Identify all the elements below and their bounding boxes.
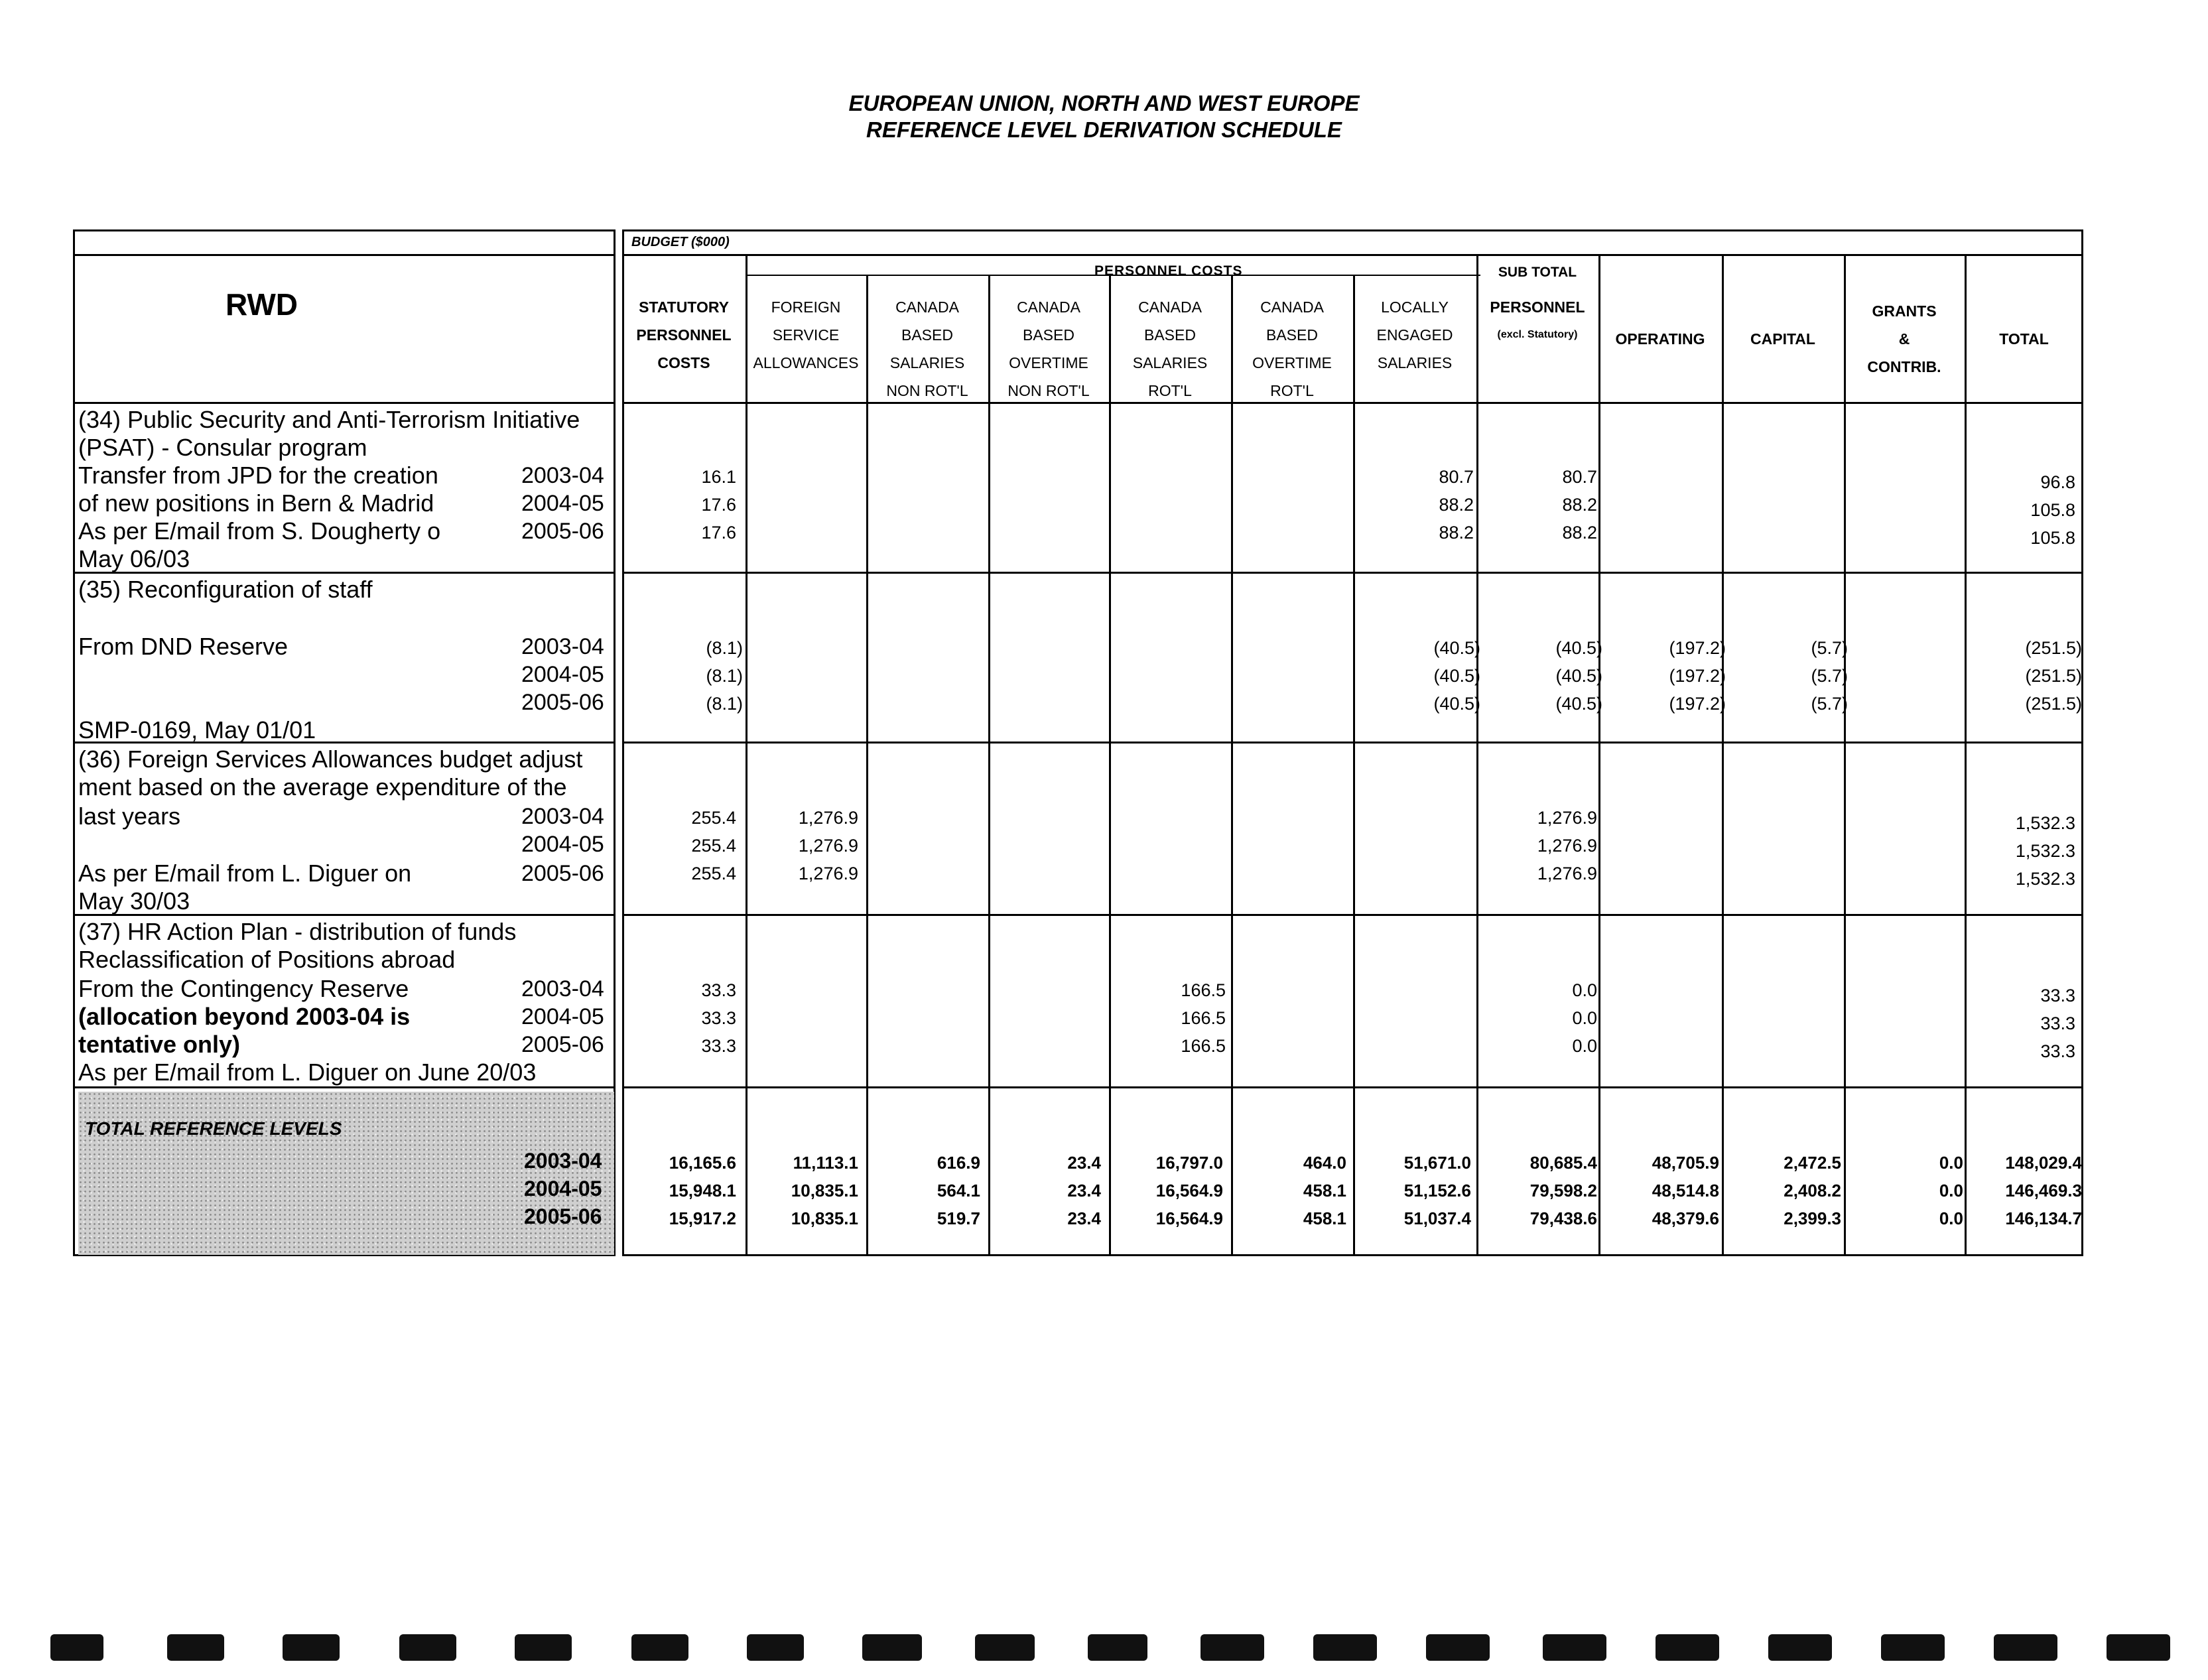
year-label: 2003-04 [521, 976, 604, 1002]
margin-mark [167, 1634, 224, 1661]
total-cell: 16,797.0 [1155, 1153, 1223, 1173]
section-37-line6: As per E/mail from L. Diguer on June 20/03 [78, 1059, 537, 1086]
cell: (40.5) [1555, 638, 1602, 658]
header-grants: GRANTS & CONTRIB. [1867, 302, 1941, 375]
total-reference-levels-label: TOTAL REFERENCE LEVELS [85, 1118, 342, 1139]
total-cell: 16,564.9 [1155, 1208, 1223, 1228]
section-36-line4: As per E/mail from L. Diguer on [78, 860, 412, 887]
year-label: 2004-05 [521, 832, 604, 857]
margin-mark [1313, 1634, 1377, 1661]
total-cell: 16,165.6 [669, 1153, 736, 1173]
personnel-costs-header: PERSONNEL COSTS [1094, 263, 1243, 279]
total-year-label: 2005-06 [524, 1204, 602, 1228]
cell: (40.5) [1433, 694, 1480, 714]
cell: (40.5) [1555, 694, 1602, 714]
column-divider [1231, 275, 1233, 1256]
section-35-line1: (35) Reconfiguration of staff [78, 576, 373, 603]
header-subtotal-personnel: PERSONNEL (excl. Statutory) [1490, 298, 1585, 340]
margin-mark [1656, 1634, 1719, 1661]
margin-mark [399, 1634, 456, 1661]
header-sub-total: SUB TOTAL [1498, 265, 1577, 280]
cell: (251.5) [2025, 666, 2082, 686]
margin-mark [1994, 1634, 2057, 1661]
cell: 16.1 [701, 467, 736, 487]
section-37-line2: Reclassification of Positions abroad [78, 946, 456, 973]
cell: 166.5 [1181, 1008, 1226, 1028]
total-year-label: 2004-05 [524, 1177, 602, 1200]
year-label: 2004-05 [521, 662, 604, 687]
cell: 88.2 [1562, 523, 1597, 543]
column-divider [1598, 254, 1600, 1256]
total-cell: 146,134.7 [2005, 1208, 2082, 1228]
document-title-line1: EUROPEAN UNION, NORTH AND WEST EUROPE [848, 91, 1360, 115]
total-cell: 2,408.2 [1784, 1181, 1841, 1200]
total-cell: 51,152.6 [1403, 1181, 1471, 1200]
margin-mark [1768, 1634, 1832, 1661]
total-cell: 16,564.9 [1155, 1181, 1223, 1200]
section-37-line3: From the Contingency Reserve [78, 975, 409, 1002]
total-cell: 519.7 [937, 1208, 980, 1228]
margin-mark [862, 1634, 922, 1661]
cell: (8.1) [706, 638, 743, 658]
column-divider [1965, 254, 1967, 1256]
section-36-line1: (36) Foreign Services Allowances budget adjust [78, 745, 583, 773]
total-cell: 15,948.1 [669, 1181, 736, 1200]
column-divider [1109, 275, 1111, 1256]
total-cell: 146,469.3 [2005, 1181, 2082, 1200]
total-cell: 564.1 [937, 1181, 980, 1200]
total-cell: 79,438.6 [1529, 1208, 1597, 1228]
cell: 255.4 [691, 836, 736, 856]
section-36-line5: May 30/03 [78, 887, 190, 915]
margin-mark [1881, 1634, 1945, 1661]
header-capital: CAPITAL [1750, 330, 1815, 348]
year-label: 2004-05 [521, 1004, 604, 1029]
total-cell: 80,685.4 [1529, 1153, 1597, 1173]
cell: 1,532.3 [2015, 813, 2075, 833]
cell: 255.4 [691, 864, 736, 883]
cell: (40.5) [1433, 638, 1480, 658]
margin-mark [975, 1634, 1035, 1661]
column-divider [1353, 275, 1355, 1256]
cell: (5.7) [1811, 638, 1848, 658]
total-cell: 0.0 [1939, 1153, 1963, 1173]
total-year-label: 2003-04 [524, 1149, 602, 1173]
cell: 33.3 [2040, 1013, 2075, 1033]
cell: 33.3 [2040, 1041, 2075, 1061]
cell: 0.0 [1572, 1008, 1597, 1028]
cell: 1,276.9 [1537, 836, 1597, 856]
cell: 166.5 [1181, 1036, 1226, 1056]
divider [73, 402, 616, 404]
column-divider [1476, 254, 1478, 1256]
cell: 0.0 [1572, 1036, 1597, 1056]
document-title-line2: REFERENCE LEVEL DERIVATION SCHEDULE [866, 117, 1342, 142]
year-label: 2005-06 [521, 519, 604, 544]
cell: (40.5) [1433, 666, 1480, 686]
total-cell: 51,037.4 [1403, 1208, 1471, 1228]
year-label: 2005-06 [521, 861, 604, 886]
margin-mark [1543, 1634, 1606, 1661]
cell: 80.7 [1439, 467, 1474, 487]
cell: (5.7) [1811, 666, 1848, 686]
cell: (40.5) [1555, 666, 1602, 686]
margin-mark [1426, 1634, 1490, 1661]
total-cell: 148,029.4 [2005, 1153, 2082, 1173]
cell: 17.6 [701, 523, 736, 543]
cell: 33.3 [2040, 986, 2075, 1005]
cell: 1,532.3 [2015, 841, 2075, 861]
header-locally-engaged: LOCALLY ENGAGED SALARIES [1376, 298, 1453, 371]
total-cell: 616.9 [937, 1153, 980, 1173]
header-statutory: STATUTORY PERSONNEL COSTS [636, 298, 732, 371]
header-cb-salaries-rot: CANADA BASED SALARIES ROT'L [1132, 298, 1208, 399]
section-36-line3: last years [78, 803, 181, 830]
section-34-line3: Transfer from JPD for the creation [78, 462, 438, 489]
section-34-line5: As per E/mail from S. Dougherty o [78, 517, 441, 545]
section-34-line1: (34) Public Security and Anti-Terrorism Initiative [78, 406, 580, 433]
header-cb-overtime-rot: CANADA BASED OVERTIME ROT'L [1252, 298, 1332, 399]
cell: (5.7) [1811, 694, 1848, 714]
cell: 96.8 [2040, 472, 2075, 492]
section-34-line2: (PSAT) - Consular program [78, 434, 367, 461]
total-cell: 2,472.5 [1784, 1153, 1841, 1173]
total-cell: 10,835.1 [791, 1208, 858, 1228]
total-cell: 79,598.2 [1529, 1181, 1597, 1200]
total-cell: 458.1 [1303, 1208, 1346, 1228]
total-cell: 10,835.1 [791, 1181, 858, 1200]
cell: 1,276.9 [798, 864, 858, 883]
divider [73, 254, 616, 256]
cell: (197.2) [1669, 666, 1726, 686]
cell: 0.0 [1572, 980, 1597, 1000]
total-cell: 2,399.3 [1784, 1208, 1841, 1228]
column-divider [746, 254, 747, 1256]
total-cell: 48,379.6 [1652, 1208, 1719, 1228]
year-label: 2003-04 [521, 634, 604, 659]
year-label: 2003-04 [521, 804, 604, 829]
section-35-line2: From DND Reserve [78, 633, 289, 660]
total-cell: 464.0 [1303, 1153, 1346, 1173]
margin-mark [50, 1634, 103, 1661]
section-37-line4: (allocation beyond 2003-04 is [78, 1003, 411, 1030]
year-label: 2003-04 [521, 463, 604, 488]
section-36-line2: ment based on the average expenditure of the [78, 773, 567, 801]
budget-label: BUDGET ($000) [631, 235, 730, 249]
cell: (251.5) [2025, 694, 2082, 714]
column-divider [1722, 254, 1724, 1256]
total-shaded-block [78, 1092, 614, 1255]
section-37-line1: (37) HR Action Plan - distribution of funds [78, 918, 517, 945]
column-divider [988, 275, 990, 1256]
header-operating: OPERATING [1615, 330, 1705, 348]
header-foreign-service: FOREIGN SERVICE ALLOWANCES [753, 298, 859, 371]
cell: (8.1) [706, 666, 743, 686]
section-37-line5: tentative only) [78, 1031, 241, 1058]
section-34-line6: May 06/03 [78, 545, 190, 572]
header-cb-salaries-nonrot: CANADA BASED SALARIES NON ROT'L [886, 298, 968, 399]
year-label: 2005-06 [521, 1032, 604, 1057]
section-35-line3: SMP-0169, May 01/01 [78, 716, 316, 743]
cell: 88.2 [1439, 523, 1474, 543]
total-cell: 23.4 [1067, 1181, 1101, 1200]
total-cell: 458.1 [1303, 1181, 1346, 1200]
section-34-line4: of new positions in Bern & Madrid [78, 489, 434, 517]
rwd-header: RWD [226, 287, 298, 322]
cell: 105.8 [2030, 528, 2075, 548]
column-divider [866, 275, 868, 1256]
margin-mark [1201, 1634, 1264, 1661]
total-cell: 23.4 [1067, 1153, 1101, 1173]
margin-mark [2107, 1634, 2170, 1661]
cell: 33.3 [701, 1036, 736, 1056]
divider [73, 1086, 616, 1088]
cell: 33.3 [701, 980, 736, 1000]
divider [622, 254, 2083, 256]
cell: 1,276.9 [1537, 864, 1597, 883]
cell: 33.3 [701, 1008, 736, 1028]
cell: 1,276.9 [798, 808, 858, 828]
total-cell: 15,917.2 [669, 1208, 736, 1228]
margin-mark [631, 1634, 688, 1661]
cell: (251.5) [2025, 638, 2082, 658]
total-cell: 0.0 [1939, 1181, 1963, 1200]
total-cell: 48,514.8 [1652, 1181, 1719, 1200]
cell: 88.2 [1439, 495, 1474, 515]
cell: (197.2) [1669, 638, 1726, 658]
year-label: 2004-05 [521, 491, 604, 516]
total-cell: 23.4 [1067, 1208, 1101, 1228]
column-divider [1844, 254, 1846, 1256]
total-cell: 11,113.1 [793, 1153, 858, 1173]
margin-mark [283, 1634, 340, 1661]
total-cell: 51,671.0 [1403, 1153, 1471, 1173]
cell: (8.1) [706, 694, 743, 714]
header-cb-overtime-nonrot: CANADA BASED OVERTIME NON ROT'L [1007, 298, 1090, 399]
cell: 1,532.3 [2015, 869, 2075, 889]
year-label: 2005-06 [521, 690, 604, 715]
header-total: TOTAL [1999, 330, 2049, 348]
cell: 17.6 [701, 495, 736, 515]
cell: (197.2) [1669, 694, 1726, 714]
cell: 1,276.9 [798, 836, 858, 856]
cell: 1,276.9 [1537, 808, 1597, 828]
cell: 255.4 [691, 808, 736, 828]
total-cell: 48,705.9 [1652, 1153, 1719, 1173]
cell: 88.2 [1562, 495, 1597, 515]
total-cell: 0.0 [1939, 1208, 1963, 1228]
margin-mark [1088, 1634, 1147, 1661]
cell: 105.8 [2030, 500, 2075, 520]
margin-mark [747, 1634, 804, 1661]
margin-mark [515, 1634, 572, 1661]
cell: 80.7 [1562, 467, 1597, 487]
cell: 166.5 [1181, 980, 1226, 1000]
